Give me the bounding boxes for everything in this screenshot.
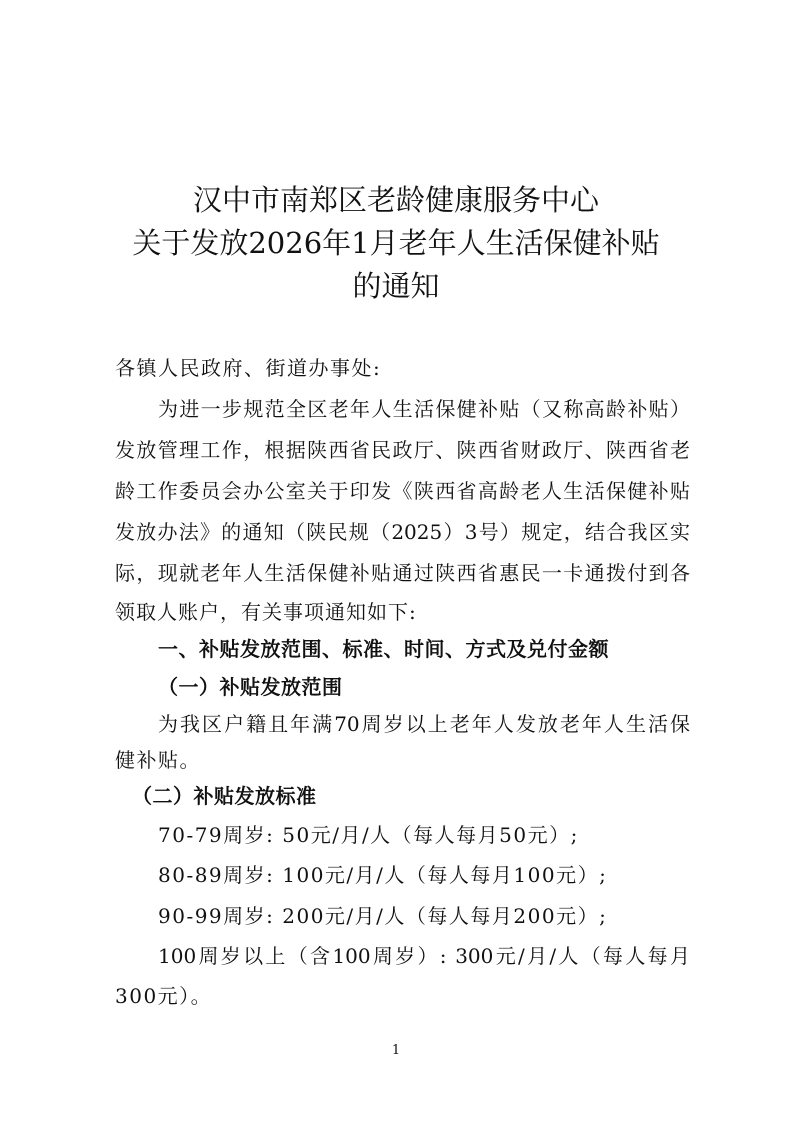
intro-line-2: 发放管理工作，根据陕西省民政厅、陕西省财政厅、陕西省老 <box>115 438 690 462</box>
standard-item-4: 100周岁以上（含100周岁）: 300元/月/人（每人每月 <box>158 944 690 968</box>
standard-item-1: 70-79周岁: 50元/月/人（每人每月50元）; <box>158 823 579 847</box>
section-1-heading: 一、补贴发放范围、标准、时间、方式及兑付金额 <box>158 637 609 661</box>
addressee: 各镇人民政府、街道办事处: <box>115 356 382 380</box>
title-line-2: 关于发放2026年1月老年人生活保健补贴 <box>132 226 660 260</box>
section-1-sub-1-heading: （一）补贴发放范围 <box>158 675 343 699</box>
intro-line-4: 发放办法》的通知（陕民规（2025）3号）规定，结合我区实 <box>115 520 690 544</box>
title-line-1: 汉中市南郑区老龄健康服务中心 <box>192 183 599 217</box>
section-1-sub-2-heading: （二）补贴发放标准 <box>132 784 317 808</box>
standard-item-4-continued: 300元）。 <box>115 984 213 1008</box>
page-number: 1 <box>391 1043 401 1058</box>
intro-line-1: 为进一步规范全区老年人生活保健补贴（又称高龄补贴） <box>158 397 690 421</box>
intro-line-5: 际，现就老年人生活保健补贴通过陕西省惠民一卡通拨付到各 <box>115 561 690 585</box>
section-1-sub-1-line-1: 为我区户籍且年满70周岁以上老年人发放老年人生活保 <box>158 712 690 736</box>
standard-item-3: 90-99周岁: 200元/月/人（每人每月200元）; <box>158 904 608 928</box>
standard-item-2: 80-89周岁: 100元/月/人（每人每月100元）; <box>158 863 608 887</box>
intro-line-3: 龄工作委员会办公室关于印发《陕西省高龄老人生活保健补贴 <box>115 479 690 503</box>
section-1-sub-1-line-2: 健补贴。 <box>115 748 201 772</box>
intro-line-6: 领取人账户，有关事项通知如下: <box>115 600 417 624</box>
title-line-3: 的通知 <box>352 269 440 303</box>
